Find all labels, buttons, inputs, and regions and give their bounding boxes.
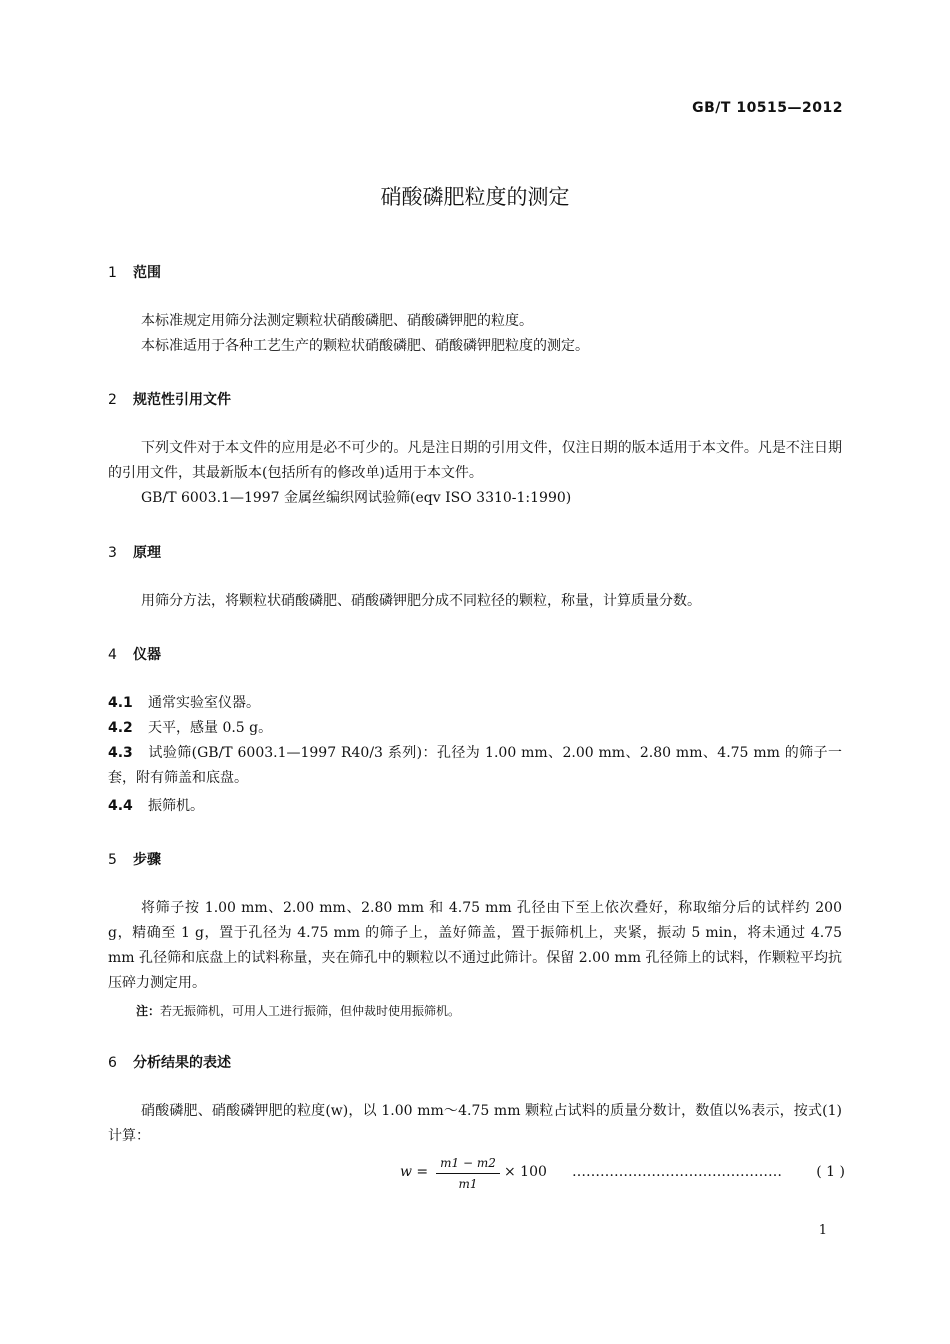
note	[136, 1002, 460, 1020]
item-text: 通常实验室仪器。	[148, 695, 260, 711]
formula-numerator: m1 − m2	[440, 1156, 496, 1170]
standard-code: GB/T 10515—2012	[692, 100, 843, 116]
formula-denominator: m1	[458, 1177, 478, 1191]
section-2-paragraph-1: 下列文件对于本文件的应用是必不可少的。凡是注日期的引用文件，仅注日期的版本适用于本文件。凡是不注日期的引用文件，其最新版本(包括所有的修改单)适用于本文件。	[108, 440, 842, 481]
item-number: 4.3	[108, 745, 133, 761]
note-label: 注：	[136, 1004, 161, 1018]
item-text: 振筛机。	[148, 798, 204, 814]
section-6-paragraph-1: 硝酸磷肥、硝酸磷钾肥的粒度(w)，以 1.00 mm～4.75 mm 颗粒占试料的质量分数计，数值以%表示，按式(1)计算：	[108, 1103, 842, 1144]
normative-reference: GB/T 6003.1—1997 金属丝编织网试验筛(eqv ISO 3310-1:1990)	[141, 490, 572, 506]
section-1-paragraph-2: 本标准适用于各种工艺生产的颗粒状硝酸磷肥、硝酸磷钾肥粒度的测定。	[141, 338, 589, 354]
section-2-heading	[108, 389, 231, 409]
section-title: 步骤	[133, 852, 161, 868]
document-title: 硝酸磷肥粒度的测定	[380, 185, 570, 209]
section-title: 规范性引用文件	[133, 392, 231, 408]
formula-rhs: × 100	[504, 1164, 547, 1180]
item-number: 4.1	[108, 695, 133, 711]
item-number: 4.2	[108, 720, 133, 736]
section-number: 2	[108, 392, 117, 408]
section-1-paragraph-1: 本标准规定用筛分法测定颗粒状硝酸磷肥、硝酸磷钾肥的粒度。	[141, 313, 533, 329]
section-4-heading	[108, 644, 161, 664]
section-title: 分析结果的表述	[133, 1055, 231, 1071]
formula-leader-dots: ………………………………………	[572, 1164, 782, 1180]
formula-fraction	[436, 1155, 500, 1192]
item-number: 4.4	[108, 798, 133, 814]
list-item	[108, 794, 842, 819]
item-text: 天平，感量 0.5 g。	[148, 720, 273, 736]
page-number: 1	[818, 1223, 827, 1238]
list-item	[108, 741, 842, 791]
section-title: 范围	[133, 265, 161, 281]
section-5-heading	[108, 849, 161, 869]
section-5-paragraph-1: 将筛子按 1.00 mm、2.00 mm、2.80 mm 和 4.75 mm 孔径由下至上依次叠好，称取缩分后的试样约 200 g，精确至 1 g，置于孔径为 4.75 mm 的筛子上，盖好筛盖，置于振筛机上，夹紧，振动 5 min，将未通过 4.75 mm 孔径筛和底盘上的试料称量，夹在筛孔中的颗粒以不通过此筛计。保留 2.00 mm 孔径筛上的试料，作颗粒平均抗压碎力测定用。	[108, 900, 842, 991]
formula-number: ( 1 )	[816, 1164, 845, 1180]
note-text: 若无振筛机，可用人工进行振筛，但仲裁时使用振筛机。	[160, 1004, 461, 1018]
formula-lhs: w =	[400, 1164, 429, 1180]
section-number: 4	[108, 647, 117, 663]
section-number: 5	[108, 852, 117, 868]
section-3-paragraph-1: 用筛分方法，将颗粒状硝酸磷肥、硝酸磷钾肥分成不同粒径的颗粒，称量，计算质量分数。	[141, 593, 701, 609]
section-6-heading	[108, 1052, 231, 1072]
item-text: 试验筛(GB/T 6003.1—1997 R40/3 系列)：孔径为 1.00 mm、2.00 mm、2.80 mm、4.75 mm 的筛子一套，附有筛盖和底盘。	[108, 745, 842, 786]
section-title: 仪器	[133, 647, 161, 663]
list-item	[108, 716, 842, 741]
fraction-bar	[436, 1173, 500, 1174]
formula-1	[400, 1155, 845, 1195]
section-number: 1	[108, 265, 117, 281]
section-number: 6	[108, 1055, 117, 1071]
section-3-heading	[108, 542, 161, 562]
section-1-heading	[108, 262, 161, 282]
section-number: 3	[108, 545, 117, 561]
list-item	[108, 691, 842, 716]
section-title: 原理	[133, 545, 161, 561]
